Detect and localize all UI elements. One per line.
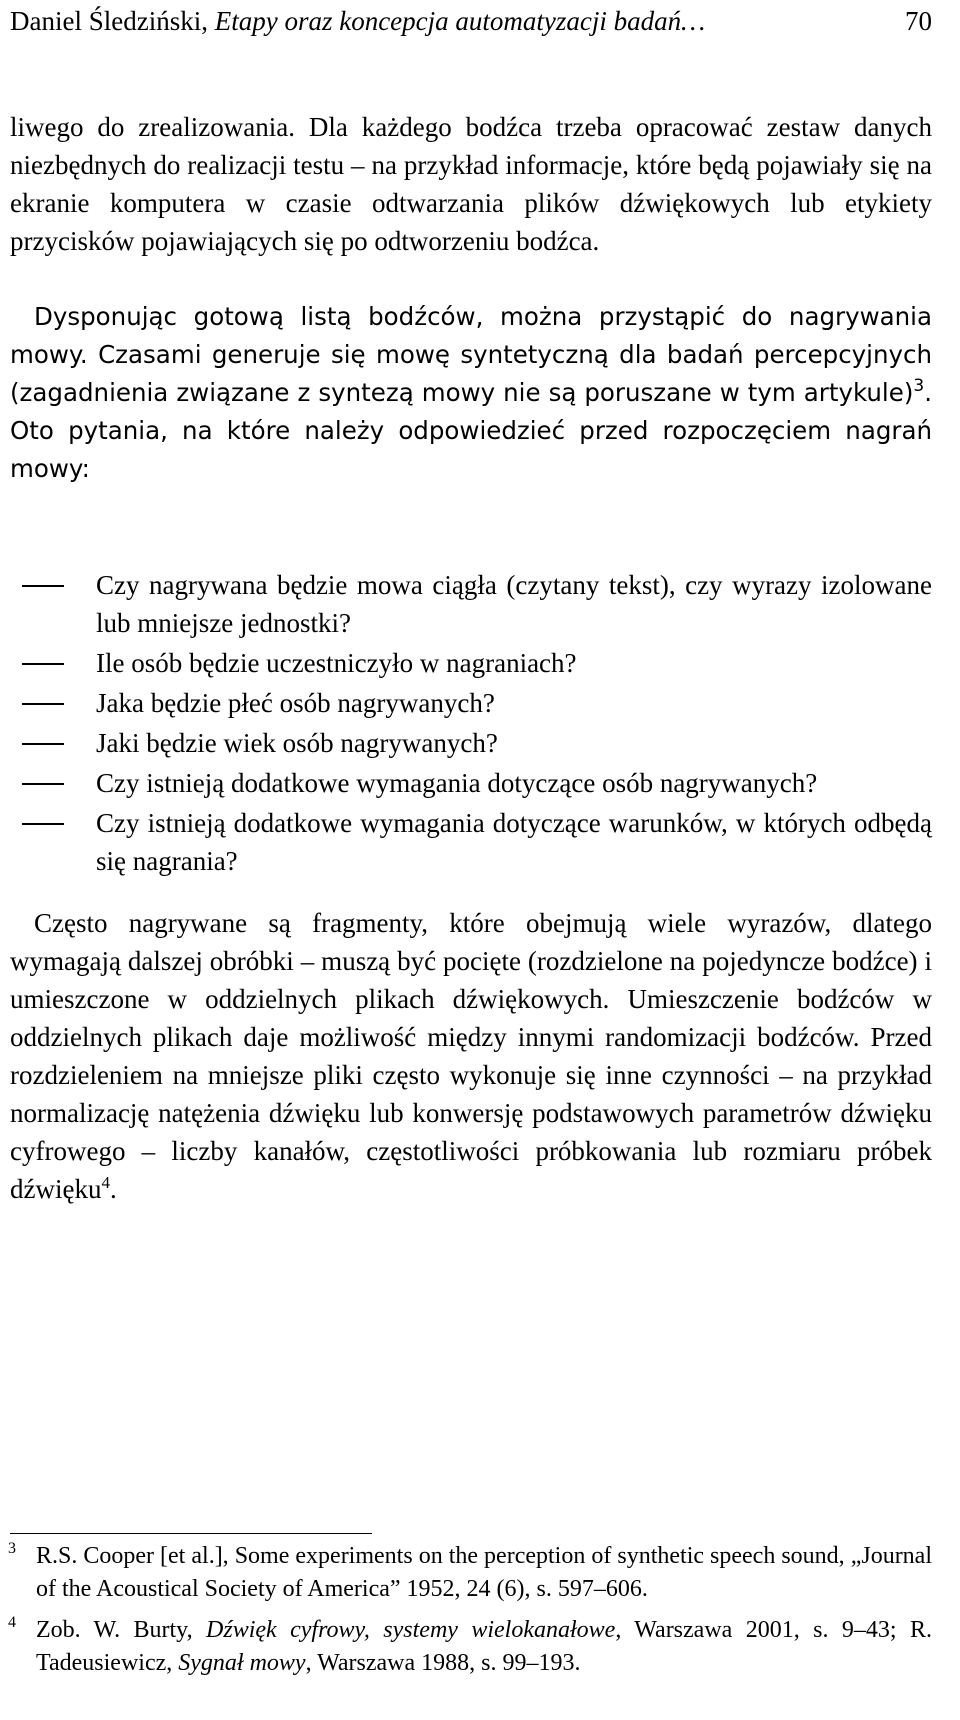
dash-bullet <box>22 743 64 745</box>
list-item-text: Czy istnieją dodatkowe wymagania dotyczące osób nagrywanych? <box>96 768 818 798</box>
footnote-text-part: , Warszawa 2001, s. 9–43; R. Tadeusiewicz, <box>36 1617 932 1676</box>
list-item-text: Jaki będzie wiek osób nagrywanych? <box>96 728 498 758</box>
paragraph-1: liwego do zrealizowania. Dla każdego bodźca trzeba opracować zestaw danych niezbędnych do realizacji testu – na przykład informacje, które będą pojawiały się na ekranie komputera w czasie odtwarzania plików dźwiękowych lub etykiety przycisków pojawiających się po odtworzeniu bodźca. <box>10 112 932 256</box>
paragraph-3-end: . <box>109 1174 117 1204</box>
question-list <box>10 566 932 882</box>
footnote-mark: 3 <box>8 1540 16 1557</box>
footnote-ref-4[interactable]: 4 <box>101 1173 110 1192</box>
page-number: 70 <box>905 6 932 36</box>
paragraph-3 <box>10 904 932 1208</box>
list-item <box>10 684 932 722</box>
dash-bullet <box>22 823 64 825</box>
footnote-book-title: Dźwięk cyfrowy, systemy wielokanałowe <box>206 1617 616 1643</box>
header-citation <box>10 4 705 38</box>
dash-bullet <box>22 585 64 587</box>
footnote-text: R.S. Cooper [et al.], Some experiments on the perception of synthetic speech sound, „Journal of the Acoustical Society of America” 1952, 24 (6), s. 597–606. <box>36 1543 932 1602</box>
footnote-book-title: Sygnał mowy <box>178 1650 306 1676</box>
header-author: Daniel Śledziński, <box>10 6 208 36</box>
footnote-4 <box>10 1614 932 1680</box>
list-item <box>10 724 932 762</box>
footnote-mark: 4 <box>8 1614 16 1631</box>
list-item <box>10 804 932 880</box>
list-item-text: Jaka będzie płeć osób nagrywanych? <box>96 688 495 718</box>
list-item <box>10 764 932 802</box>
footnote-3 <box>10 1540 932 1606</box>
footnote-text-part: , Warszawa 1988, s. 99–193. <box>305 1650 581 1676</box>
list-item <box>10 644 932 682</box>
list-item-text: Czy nagrywana będzie mowa ciągła (czytany tekst), czy wyrazy izolowane lub mniejsze jednostki? <box>96 570 932 638</box>
footnote-text-part: Zob. W. Burty, <box>36 1617 207 1643</box>
dash-bullet <box>22 783 64 785</box>
list-item-text: Ile osób będzie uczestniczyło w nagraniach? <box>96 648 577 678</box>
paragraph-2 <box>10 298 932 488</box>
running-header <box>10 4 932 38</box>
paragraph-2-text: Dysponując gotową listą bodźców, można przystąpić do nagrywania mowy. Czasami generuje się mowę syntetyczną dla badań percepcyjnych (zagadnienia związane z syntezą mowy nie są poruszane w tym artykule) <box>10 302 932 407</box>
dash-bullet <box>22 703 64 705</box>
list-item-text: Czy istnieją dodatkowe wymagania dotyczące warunków, w których odbędą się nagrania? <box>96 808 932 876</box>
footnote-ref-3[interactable]: 3 <box>913 376 925 396</box>
dash-bullet <box>22 663 64 665</box>
footnotes <box>10 1540 932 1688</box>
list-item <box>10 566 932 642</box>
paragraph-3-text: Często nagrywane są fragmenty, które obejmują wiele wyrazów, dlatego wymagają dalszej obróbki – muszą być pocięte (rozdzielone na pojedyncze bodźce) i umieszczone w oddzielnych plikach dźwiękowych. Umieszczenie bodźców w oddzielnych plikach daje możliwość między innymi randomizacji bodźców. Przed rozdzieleniem na mniejsze pliki często wykonuje się inne czynności – na przykład normalizację natężenia dźwięku lub konwersję podstawowych parametrów dźwięku cyfrowego – liczby kanałów, częstotliwości próbkowania lub rozmiaru próbek dźwięku <box>10 908 932 1204</box>
footnote-separator <box>10 1533 372 1534</box>
footnote-text <box>36 1617 932 1676</box>
paragraph-2-text-end: . Oto pytania, na które należy odpowiedzieć przed rozpoczęciem nagrań mowy: <box>10 378 932 483</box>
header-title: Etapy oraz koncepcja automatyzacji badań… <box>214 6 706 36</box>
